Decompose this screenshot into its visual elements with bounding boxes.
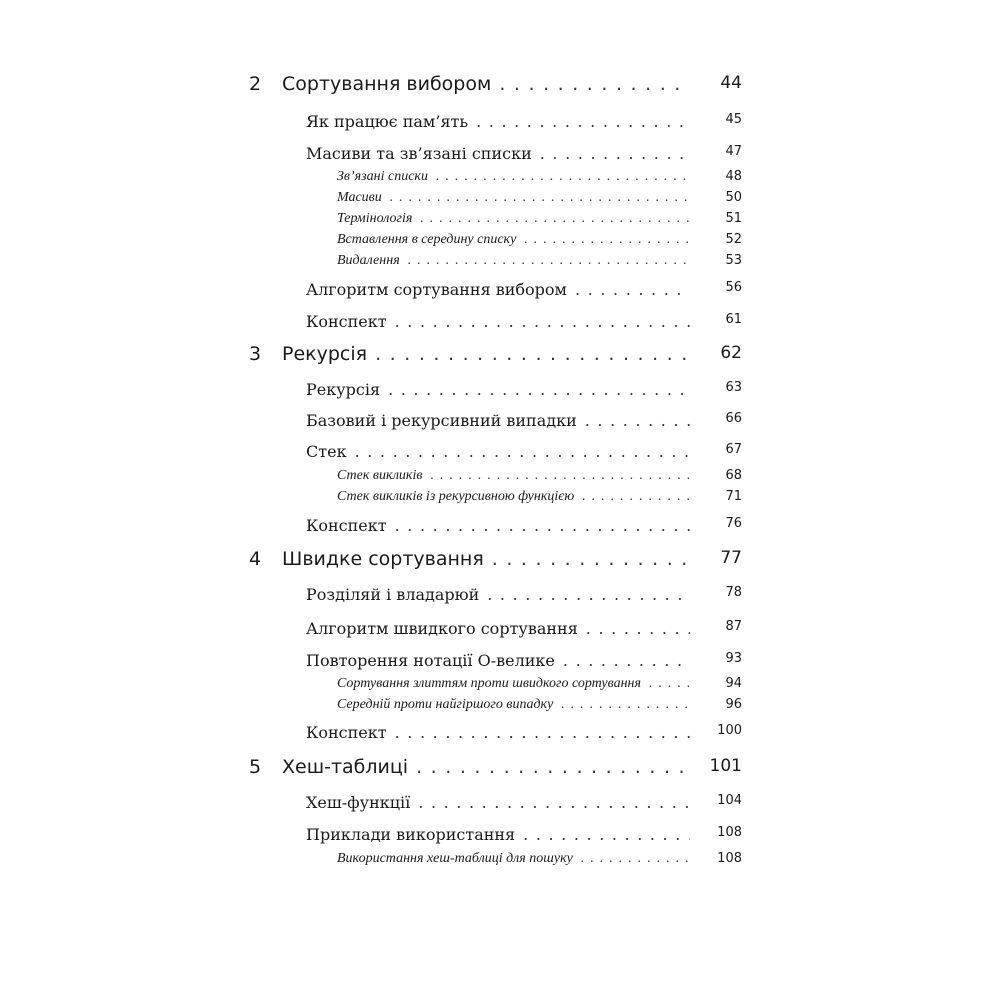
dot-leader <box>416 756 690 778</box>
toc-entry-title: Швидке сортування <box>282 548 484 570</box>
toc-entry-title: Повторення нотації О-велике <box>306 651 555 670</box>
toc-entry-title: Рекурсія <box>282 343 368 365</box>
toc-entry-title: Алгоритм швидкого сортування <box>306 619 578 638</box>
toc-entry-title: Сортування вибором <box>282 73 492 95</box>
toc-page-number: 96 <box>725 697 742 712</box>
toc-page-number: 108 <box>717 825 742 840</box>
toc-chapter-row[interactable] <box>249 756 742 778</box>
toc-page-number: 47 <box>725 144 742 159</box>
toc-page-number: 76 <box>725 516 742 531</box>
dot-leader <box>582 489 690 505</box>
toc-section-row[interactable] <box>306 380 742 399</box>
toc-page-number: 100 <box>717 723 742 738</box>
dot-leader <box>420 211 690 227</box>
dot-leader <box>581 851 690 867</box>
dot-leader <box>563 651 690 670</box>
toc-entry-title: Термінологія <box>337 211 413 226</box>
toc-entry-title: Хеш-функції <box>306 793 411 812</box>
toc-page-number: 78 <box>725 585 742 600</box>
toc-section-row[interactable] <box>306 825 742 844</box>
dot-leader <box>395 516 690 535</box>
toc-subsection-row[interactable] <box>337 169 742 185</box>
toc-entry-title: Рекурсія <box>306 380 381 399</box>
toc-section-row[interactable] <box>306 280 742 299</box>
toc-entry-title: Алгоритм сортування вибором <box>306 280 567 299</box>
chapter-number: 4 <box>249 548 262 570</box>
toc-page-number: 87 <box>725 619 742 634</box>
toc-subsection-row[interactable] <box>337 190 742 206</box>
dot-leader <box>388 380 690 399</box>
dot-leader <box>524 232 690 248</box>
toc-page-number: 63 <box>725 380 742 395</box>
toc-page-number: 56 <box>725 280 742 295</box>
toc-entry-title: Конспект <box>306 312 387 331</box>
toc-subsection-row[interactable] <box>337 697 742 713</box>
toc-entry-title: Середній проти найгіршого випадку <box>337 697 554 712</box>
toc-page-number: 62 <box>720 343 742 363</box>
toc-page-number: 104 <box>717 793 742 808</box>
toc-page-number: 48 <box>725 169 742 184</box>
dot-leader <box>585 411 690 430</box>
toc-entry-title: Стек <box>306 442 347 461</box>
toc-page-number: 68 <box>725 468 742 483</box>
toc-entry-title: Використання хеш-таблиці для пошуку <box>337 851 573 866</box>
dot-leader <box>355 442 690 461</box>
dot-leader <box>390 190 690 206</box>
toc-chapter-row[interactable] <box>249 73 742 95</box>
toc-subsection-row[interactable] <box>337 232 742 248</box>
toc-entry-title: Вставлення в середину списку <box>337 232 517 247</box>
toc-subsection-row[interactable] <box>337 468 742 484</box>
toc-section-row[interactable] <box>306 411 742 430</box>
toc-subsection-row[interactable] <box>337 253 742 269</box>
toc-subsection-row[interactable] <box>337 851 742 867</box>
toc-page-number: 50 <box>725 190 742 205</box>
dot-leader <box>586 619 690 638</box>
toc-section-row[interactable] <box>306 793 742 812</box>
toc-entry-title: Зв’язані списки <box>337 169 428 184</box>
toc-subsection-row[interactable] <box>337 211 742 227</box>
toc-page-number: 94 <box>725 676 742 691</box>
toc-page-number: 71 <box>725 489 742 504</box>
toc-page-number: 93 <box>725 651 742 666</box>
toc-section-row[interactable] <box>306 585 742 604</box>
chapter-number: 3 <box>249 343 262 365</box>
toc-entry-title: Масиви та зв’язані списки <box>306 144 532 163</box>
toc-page-number: 53 <box>725 253 742 268</box>
toc-page-number: 108 <box>717 851 742 866</box>
dot-leader <box>575 280 690 299</box>
toc-section-row[interactable] <box>306 312 742 331</box>
toc-page-number: 51 <box>725 211 742 226</box>
dot-leader <box>487 585 690 604</box>
toc-section-row[interactable] <box>306 112 742 131</box>
dot-leader <box>476 112 690 131</box>
dot-leader <box>540 144 690 163</box>
chapter-number: 2 <box>249 73 262 95</box>
toc-entry-title: Стек викликів із рекурсивною функцією <box>337 489 575 504</box>
dot-leader <box>436 169 690 185</box>
toc-section-row[interactable] <box>306 144 742 163</box>
toc-section-row[interactable] <box>306 723 742 742</box>
dot-leader <box>408 253 690 269</box>
toc-subsection-row[interactable] <box>337 489 742 505</box>
toc-page-number: 61 <box>725 312 742 327</box>
toc-entry-title: Як працює пам’ять <box>306 112 469 131</box>
toc-section-row[interactable] <box>306 516 742 535</box>
toc-entry-title: Хеш-таблиці <box>282 756 409 778</box>
dot-leader <box>375 343 690 365</box>
toc-page-number: 77 <box>720 548 742 568</box>
toc-entry-title: Конспект <box>306 723 387 742</box>
toc-entry-title: Стек викликів <box>337 468 423 483</box>
dot-leader <box>649 676 690 692</box>
toc-subsection-row[interactable] <box>337 676 742 692</box>
toc-page-number: 101 <box>709 756 742 776</box>
dot-leader <box>418 793 690 812</box>
chapter-number: 5 <box>249 756 262 778</box>
toc-entry-title: Масиви <box>337 190 382 205</box>
toc-section-row[interactable] <box>306 442 742 461</box>
toc-section-row[interactable] <box>306 651 742 670</box>
toc-chapter-row[interactable] <box>249 548 742 570</box>
dot-leader <box>395 723 690 742</box>
dot-leader <box>430 468 690 484</box>
toc-entry-title: Базовий і рекурсивний випадки <box>306 411 577 430</box>
toc-page-number: 67 <box>725 442 742 457</box>
toc-entry-title: Сортування злиттям проти швидкого сортування <box>337 676 642 691</box>
toc-page-number: 66 <box>725 411 742 426</box>
dot-leader <box>499 73 690 95</box>
toc-entry-title: Конспект <box>306 516 387 535</box>
dot-leader <box>395 312 690 331</box>
toc-entry-title: Видалення <box>337 253 400 268</box>
toc-section-row[interactable] <box>306 619 742 638</box>
toc-entry-title: Приклади використання <box>306 825 516 844</box>
dot-leader <box>561 697 690 713</box>
toc-page-number: 45 <box>725 112 742 127</box>
toc-chapter-row[interactable] <box>249 343 742 365</box>
dot-leader <box>492 548 690 570</box>
toc-page-number: 52 <box>725 232 742 247</box>
toc-page-number: 44 <box>720 73 742 93</box>
dot-leader <box>523 825 690 844</box>
toc-entry-title: Розділяй і владарюй <box>306 585 480 604</box>
